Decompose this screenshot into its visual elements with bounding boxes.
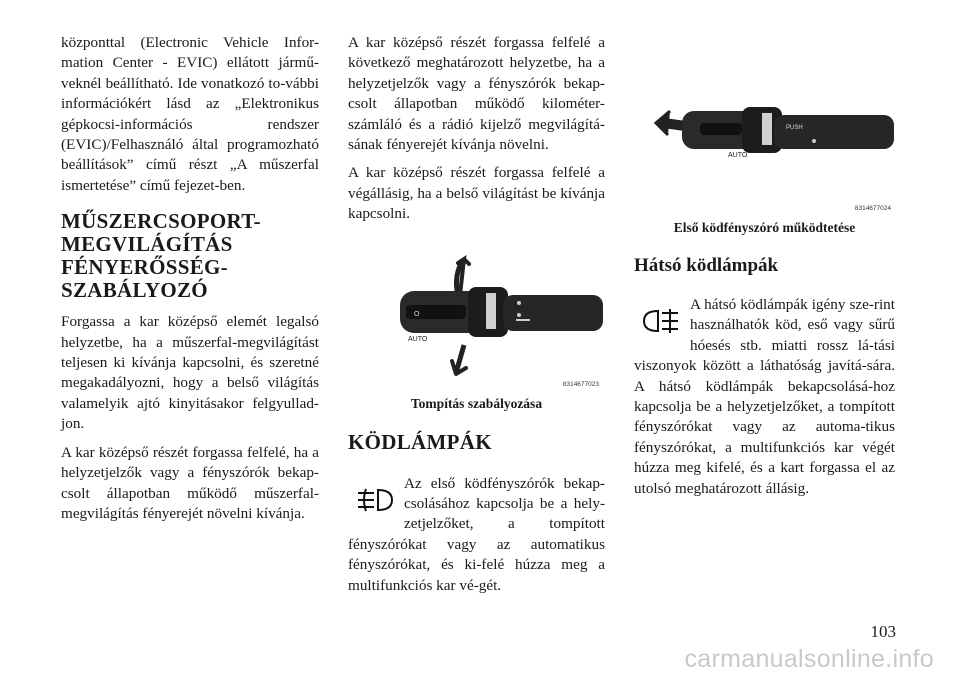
- paragraph-interior-light: A kar középső részét forgassa felfelé a végállásig, ha a belső világítást be kívánja kapcsolni.: [348, 164, 605, 223]
- figure-code-2: 8314677024: [854, 205, 891, 212]
- paragraph-dimmer-up: A kar középső részét forgassa felfelé, ha a helyzetjelzők vagy a fényszórók bekap-csolt állapotban működő műszerfal-megvilágítás fényerejét növelni kívánja.: [61, 443, 319, 522]
- heading-fog-lights: KÖDLÁMPÁK: [348, 429, 492, 454]
- column-3: [634, 33, 895, 507]
- paragraph-evic: központtal (Electronic Vehicle Infor-mation Center - EVIC) ellátott jármű-veknél beállítható. Ide vonatkozó to-vábbi információkért lásd az „Elektronikus gépkocsi-információs rendszer (EVIC)/Felhasználó által programozható beállítások” című részt „A műszerfal ismertetése” című fejezet-ben.: [61, 34, 319, 194]
- stalk-label-auto: AUTO: [408, 335, 428, 343]
- rear-fog-paragraph-block: [634, 295, 895, 499]
- stalk-dimmer-illustration: [348, 253, 605, 393]
- paragraph-front-fog: Az első ködfényszórók bekap-csolásához kapcsolja be a hely-zetjelzőket, a tompított fényszórókat vagy az automatikus fényszórókat, és ki-felé húzza meg a multifunkciós kar vé-gét.: [348, 474, 605, 594]
- figure-front-fog: [634, 67, 895, 217]
- stalk-fog-illustration: [634, 67, 895, 217]
- rear-fog-light-icon: [634, 301, 682, 341]
- watermark: carmanualsonline.info: [684, 645, 934, 673]
- stalk-label-auto-2: AUTO: [728, 152, 748, 159]
- paragraph-odometer-brightness: A kar középső részét forgassa felfelé a következő meghatározott helyzetbe, ha a helyzetjelzők vagy a fényszórók bekap-csolt állapotban működő kilométer-számláló és a rádió kijelző megvilágítá-sának fényerejét kívánja növelni.: [348, 34, 605, 154]
- paragraph-dimmer-off: Forgassa a kar középső elemét legalsó helyzetbe, ha a műszerfal-megvilágítást teljesen ki kívánja kapcsolni, és szeretné megakadályozni, hogy a belső világítás valamelyik ajtó kinyitásakor felgyullad-jon.: [61, 313, 319, 433]
- column-2: [348, 33, 605, 604]
- paragraph-rear-fog: A hátsó ködlámpák igény sze-rint használhatók köd, eső vagy sűrű hóesés stb. miatti rossz lá-tási viszonyok között a láthatóság javítá-sára. A hátsó ködlámpák bekapcsolásá-hoz kapcsolja be a helyzetjelzőket, a tompított fényszórókat vagy az automa-tikus fényszórókat, a multifunkciós kar végét húzza meg kifelé, és a kart forgassa el az utolsó meghatározott állásig.: [634, 296, 895, 497]
- heading-instrument-dimmer: MŰSZERCSOPORT-MEGVILÁGÍTÁS FÉNYERŐSSÉG-SZABÁLYOZÓ: [61, 209, 261, 303]
- stalk-label-o: O: [414, 310, 420, 318]
- stalk-label-push: PUSH: [786, 125, 803, 131]
- heading-rear-fog: Hátsó ködlámpák: [634, 255, 779, 276]
- front-fog-light-icon: [348, 480, 396, 520]
- caption-front-fog: Első ködfényszóró működtetése: [673, 220, 856, 235]
- front-fog-paragraph-block: [348, 474, 605, 596]
- page-number: 103: [870, 622, 896, 641]
- figure-code: 8314677023: [562, 380, 599, 388]
- column-1: [61, 33, 319, 532]
- caption-dimmer: Tompítás szabályozása: [410, 395, 543, 411]
- figure-dimmer-control: [348, 253, 605, 393]
